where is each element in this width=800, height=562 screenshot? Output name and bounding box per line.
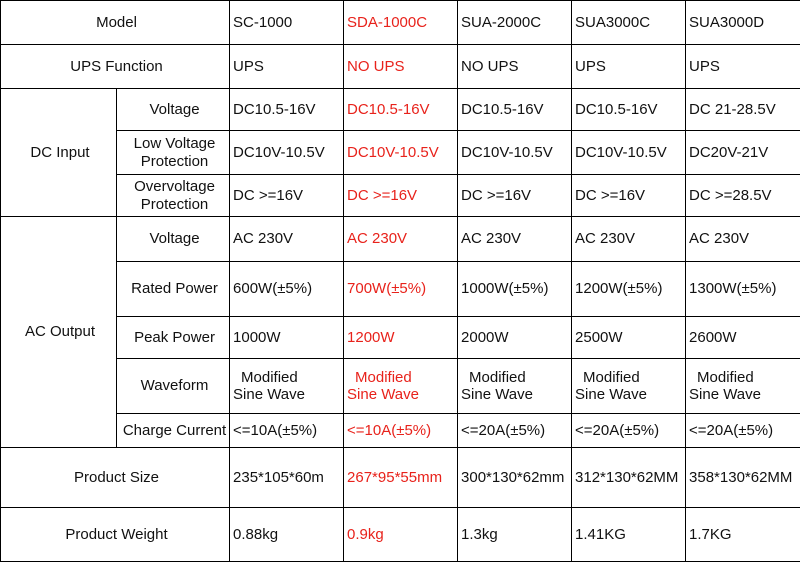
label-peak-power: Peak Power [117,317,230,359]
label-product-size: Product Size [1,448,230,508]
cell-ups-function: NO UPS [458,45,572,89]
row-ups-function [1,45,800,89]
label-model: Model [1,1,230,45]
cell-charge-current: <=10A(±5%) [230,414,344,448]
group-ac-output: AC Output [1,217,117,448]
cell-product-size: 312*130*62MM [572,448,686,508]
cell-ups-function: NO UPS [344,45,458,89]
model-name: SDA-1000C [344,1,458,45]
cell-product-weight: 0.88kg [230,508,344,562]
cell-product-weight: 1.7KG [686,508,800,562]
cell-charge-current: <=10A(±5%) [344,414,458,448]
cell-waveform [344,359,458,414]
cell-peak-power: 2500W [572,317,686,359]
row-overvoltage-protection [1,175,800,217]
row-product-size [1,448,800,508]
cell-low-voltage-protection: DC10V-10.5V [230,131,344,175]
model-name: SUA-2000C [458,1,572,45]
cell-overvoltage-protection: DC >=16V [230,175,344,217]
cell-ups-function: UPS [686,45,800,89]
label-ac-voltage: Voltage [117,217,230,262]
label-ups-function: UPS Function [1,45,230,89]
row-product-weight [1,508,800,562]
waveform-line2: Sine Wave [347,386,457,403]
model-name: SUA3000D [686,1,800,45]
cell-charge-current: <=20A(±5%) [458,414,572,448]
cell-product-size: 300*130*62mm [458,448,572,508]
cell-dc-voltage: DC10.5-16V [458,89,572,131]
cell-product-size: 358*130*62MM [686,448,800,508]
cell-product-size: 235*105*60m [230,448,344,508]
label-product-weight: Product Weight [1,508,230,562]
cell-overvoltage-protection: DC >=28.5V [686,175,800,217]
label-charge-current: Charge Current [117,414,230,448]
cell-ac-voltage: AC 230V [686,217,800,262]
cell-waveform [458,359,572,414]
cell-ac-voltage: AC 230V [458,217,572,262]
cell-peak-power: 1200W [344,317,458,359]
cell-charge-current: <=20A(±5%) [686,414,800,448]
row-low-voltage-protection [1,131,800,175]
waveform-line2: Sine Wave [233,386,343,403]
group-dc-input: DC Input [1,89,117,217]
cell-product-weight: 1.3kg [458,508,572,562]
cell-peak-power: 1000W [230,317,344,359]
cell-waveform [230,359,344,414]
cell-rated-power: 1000W(±5%) [458,262,572,317]
cell-dc-voltage: DC10.5-16V [344,89,458,131]
cell-overvoltage-protection: DC >=16V [572,175,686,217]
cell-peak-power: 2000W [458,317,572,359]
cell-product-size: 267*95*55mm [344,448,458,508]
row-dc-voltage [1,89,800,131]
row-charge-current [1,414,800,448]
cell-ac-voltage: AC 230V [230,217,344,262]
label-waveform: Waveform [117,359,230,414]
cell-dc-voltage: DC 21-28.5V [686,89,800,131]
waveform-line1: Modified [347,369,457,386]
cell-waveform [686,359,800,414]
cell-waveform [572,359,686,414]
cell-charge-current: <=20A(±5%) [572,414,686,448]
row-model [1,1,800,45]
label-rated-power: Rated Power [117,262,230,317]
waveform-line2: Sine Wave [689,386,800,403]
waveform-line2: Sine Wave [461,386,571,403]
cell-ac-voltage: AC 230V [572,217,686,262]
cell-rated-power: 1300W(±5%) [686,262,800,317]
cell-overvoltage-protection: DC >=16V [458,175,572,217]
label-overvoltage-protection: Overvoltage Protection [117,175,230,217]
model-name: SUA3000C [572,1,686,45]
cell-peak-power: 2600W [686,317,800,359]
waveform-line1: Modified [461,369,571,386]
cell-rated-power: 1200W(±5%) [572,262,686,317]
label-voltage: Voltage [117,89,230,131]
cell-low-voltage-protection: DC10V-10.5V [344,131,458,175]
model-name: SC-1000 [230,1,344,45]
cell-ups-function: UPS [572,45,686,89]
waveform-line1: Modified [689,369,800,386]
cell-ups-function: UPS [230,45,344,89]
cell-low-voltage-protection: DC20V-21V [686,131,800,175]
cell-overvoltage-protection: DC >=16V [344,175,458,217]
row-waveform [1,359,800,414]
cell-product-weight: 0.9kg [344,508,458,562]
cell-product-weight: 1.41KG [572,508,686,562]
row-peak-power [1,317,800,359]
cell-dc-voltage: DC10.5-16V [230,89,344,131]
waveform-line2: Sine Wave [575,386,685,403]
cell-rated-power: 700W(±5%) [344,262,458,317]
waveform-line1: Modified [233,369,343,386]
waveform-line1: Modified [575,369,685,386]
cell-dc-voltage: DC10.5-16V [572,89,686,131]
cell-low-voltage-protection: DC10V-10.5V [572,131,686,175]
cell-rated-power: 600W(±5%) [230,262,344,317]
cell-low-voltage-protection: DC10V-10.5V [458,131,572,175]
row-ac-voltage [1,217,800,262]
row-rated-power [1,262,800,317]
cell-ac-voltage: AC 230V [344,217,458,262]
label-low-voltage-protection: Low Voltage Protection [117,131,230,175]
